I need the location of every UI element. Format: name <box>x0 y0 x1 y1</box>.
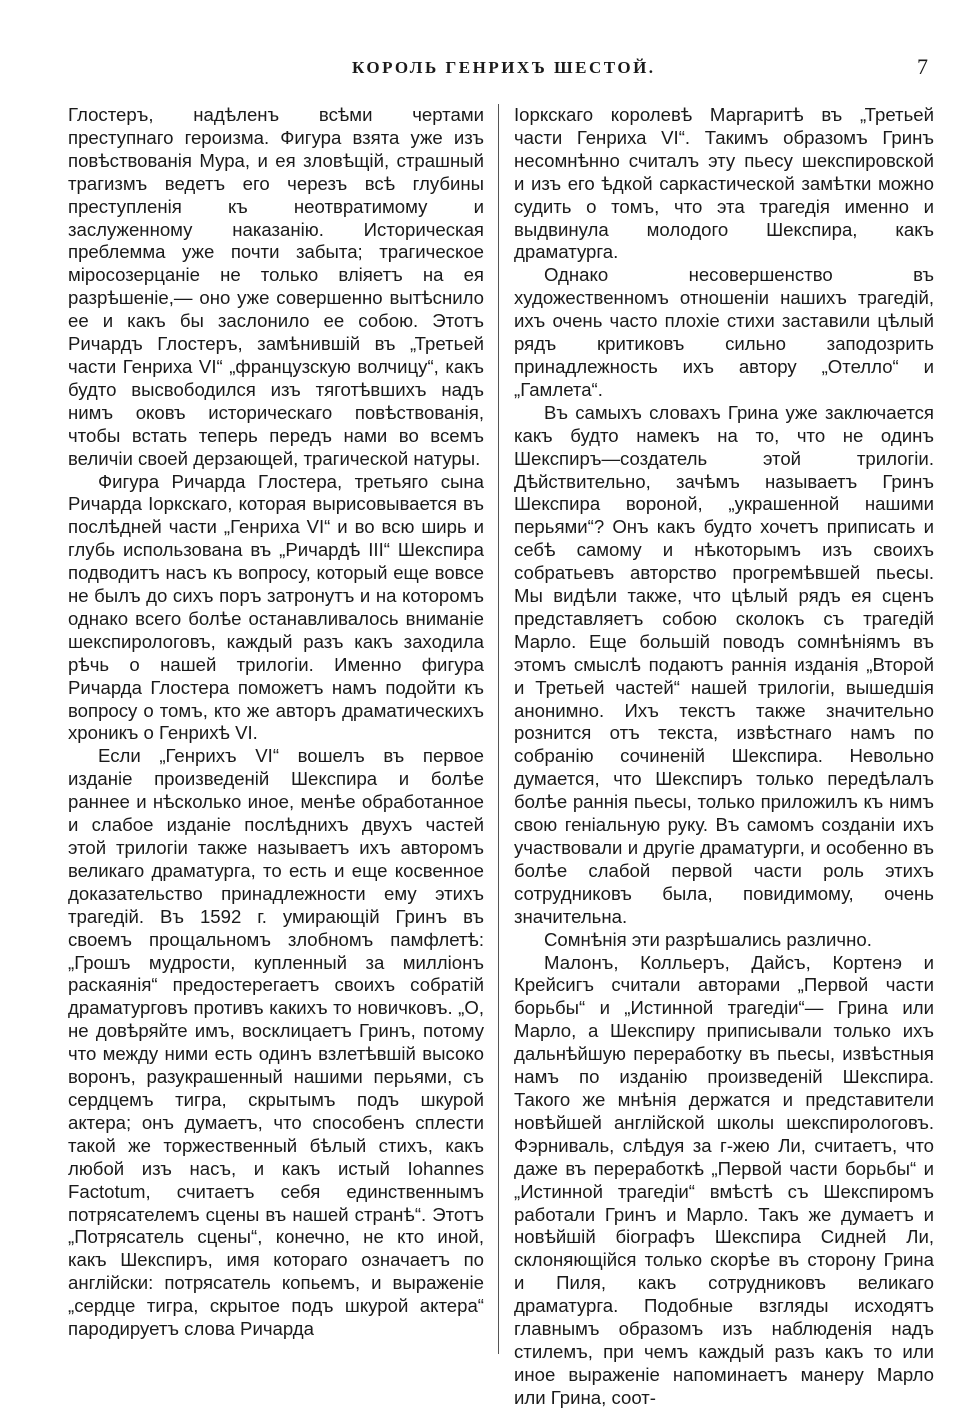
paragraph: Въ самыхъ словахъ Грина уже заключается какъ будто намекъ на то, что не одинъ Шекспиръ—создатель этой трилогіи. Дѣйствительно, зачѣмъ называетъ Гринъ Шекспира вороной, „украшенной нашими перьями“? Онъ какъ будто хочетъ приписать и себѣ самому и нѣкоторымъ изъ своихъ собратьевъ авторство прогремѣвшей пьесы. Мы видѣли также, что цѣлый рядъ ея сценъ представляетъ собою сколокъ съ трагедій Марло. Еще большій поводъ сомнѣніямъ въ этомъ смыслѣ подаютъ раннія изданія „Второй и Третьей частей“ нашей трилогіи, вышедшія анонимно. Ихъ текстъ также значительно рознится отъ текста, извѣстнаго намъ по собранію сочиненій Шекспира. Невольно думается, что Шекспиръ только передѣлалъ болѣе раннія пьесы, только приложилъ къ нимъ свою геніальную руку. Въ самомъ созданіи ихъ участвовали и другіе драматурги, и особенно въ болѣе слабой первой части роль этихъ сотрудниковъ была, повидимому, очень значительна. <box>514 401 934 927</box>
page-number: 7 <box>917 54 928 79</box>
left-column <box>68 104 484 1341</box>
right-column <box>514 104 934 1410</box>
paragraph: Іоркскаго королевѣ Маргаритѣ въ „Третьей части Генриха VI“. Такимъ образомъ Гринъ несомнѣнно считалъ эту пьесу шекспировской и изъ его ѣдкой саркастической замѣтки можно судить о томъ, что эта трагедія именно и выдвинула молодого Шекспира, какъ драматурга. <box>514 104 934 263</box>
paragraph: Если „Генрихъ VI“ вошелъ въ первое изданіе произведеній Шекспира и болѣе раннее и нѣсколько иное, менѣе обработанное и слабое изданіе послѣднихъ двухъ частей этой трилогіи также называетъ ихъ авторомъ великаго драматурга, то есть и еще косвенное доказательство принадлежности ему этихъ трагедій. Въ 1592 г. умирающій Гринъ въ своемъ прощальномъ злобномъ памфлетѣ: „Грошъ мудрости, купленный за милліонъ раскаянія“ предостерегаетъ своихъ собратій драматурговъ противъ какихъ то новичковъ. „О, не довѣряйте имъ, восклицаетъ Гринъ, потому что между ними есть одинъ взлетѣвшій высоко воронъ, разукрашенный нашими перьями, съ сердцемъ тигра, скрытымъ подъ шкурой актера; онъ думаетъ, что способенъ сплести такой же торжественный бѣлый стихъ, какъ любой изъ насъ, и какъ истый Iohannes Factotum, считаетъ себя единственнымъ потрясателемъ сцены въ нашей странѣ“. Этотъ „Потрясатель сцены“, конечно, не кто иной, какъ Шекспиръ, имя котораго означаетъ по англійски: потрясатель копьемъ, и выраженіе „сердце тигра, скрытое подъ шкурой актера“ пародируетъ слова Ричарда <box>68 745 484 1340</box>
running-title: КОРОЛЬ ГЕНРИХЪ ШЕСТОЙ. <box>352 58 656 77</box>
paragraph: Однако несовершенство въ художественномъ отношеніи нашихъ трагедій, ихъ очень часто плохіе стихи заставили цѣлый рядъ критиковъ сильно заподозрить принадлежность ихъ автору „Отелло“ и „Гамлета“. <box>514 264 934 400</box>
paragraph: Глостеръ, надѣленъ всѣми чертами преступнаго героизма. Фигура взята уже изъ повѣствованія Мура, и ея зловѣщій, страшный трагизмъ ведетъ его черезъ всѣ глубины преступленія къ неотвратимому и заслуженному наказанію. Историческая преблемма уже почти забыта; трагическое міросозерцаніе не только вліяетъ на ея разрѣшеніе,— оно уже совершенно вытѣснило ее и какъ бы заслонило ее собою. Этотъ Ричардъ Глостеръ, замѣнившій въ „Третьей части Генриха VI“ „французскую волчицу“, какъ будто высвободился изъ тяготѣвшихъ надъ нимъ оковъ историческаго повѣствованія, чтобы встать теперь передъ нами во всемъ величіи своей дерзающей, трагической натуры. <box>68 104 484 469</box>
paragraph: Малонъ, Колльеръ, Дайсъ, Кортенэ и Крейсигъ считали авторами „Первой части борьбы“ и „Истинной трагедіи“— Грина или Марло, а Шекспиру приписывали только ихъ дальнѣйшую переработку въ пьесы, извѣстныя намъ по изданію произведеній Шекспира. Такого же мнѣнія держатся и представители новѣйшей англійской школы шекспирологовъ. Фэрниваль, слѣдуя за г-жею Ли, считаетъ, что даже въ переработкѣ „Первой части борьбы“ и „Истинной трагедіи“ вмѣстѣ съ Шекспиромъ работали Гринъ и Марло. Такъ же думаетъ и новѣйшій біографъ Шекспира Сидней Ли, склоняющійся только скорѣе въ сторону Грина и Пиля, какъ сотрудниковъ великаго драматурга. Подобные взгляды исходятъ главнымъ образомъ изъ наблюденія надъ стилемъ, при чемъ каждый разъ какъ то или иное выраженіе напоминаетъ манеру Марло или Грина, соот- <box>514 951 934 1408</box>
paragraph: Фигура Ричарда Глостера, третьяго сына Ричарда Іоркскаго, которая вырисовывается въ послѣдней части „Генриха VI“ и во всю ширь и глубь использована въ „Ричардѣ III“ Шекспира подводитъ насъ къ вопросу, который еще вовсе не былъ до сихъ поръ затронутъ и на которомъ однако всего болѣе останавливалось вниманіе шекспирологовъ, каждый разъ какъ заходила рѣчь о нашей трилогіи. Именно фигура Ричарда Глостера поможетъ намъ подойти къ вопросу о томъ, кто же авторъ драматическихъ хроникъ о Генрихѣ VI. <box>68 470 484 744</box>
paragraph: Сомнѣнія эти разрѣшались различно. <box>544 928 872 950</box>
column-divider <box>498 104 499 1354</box>
